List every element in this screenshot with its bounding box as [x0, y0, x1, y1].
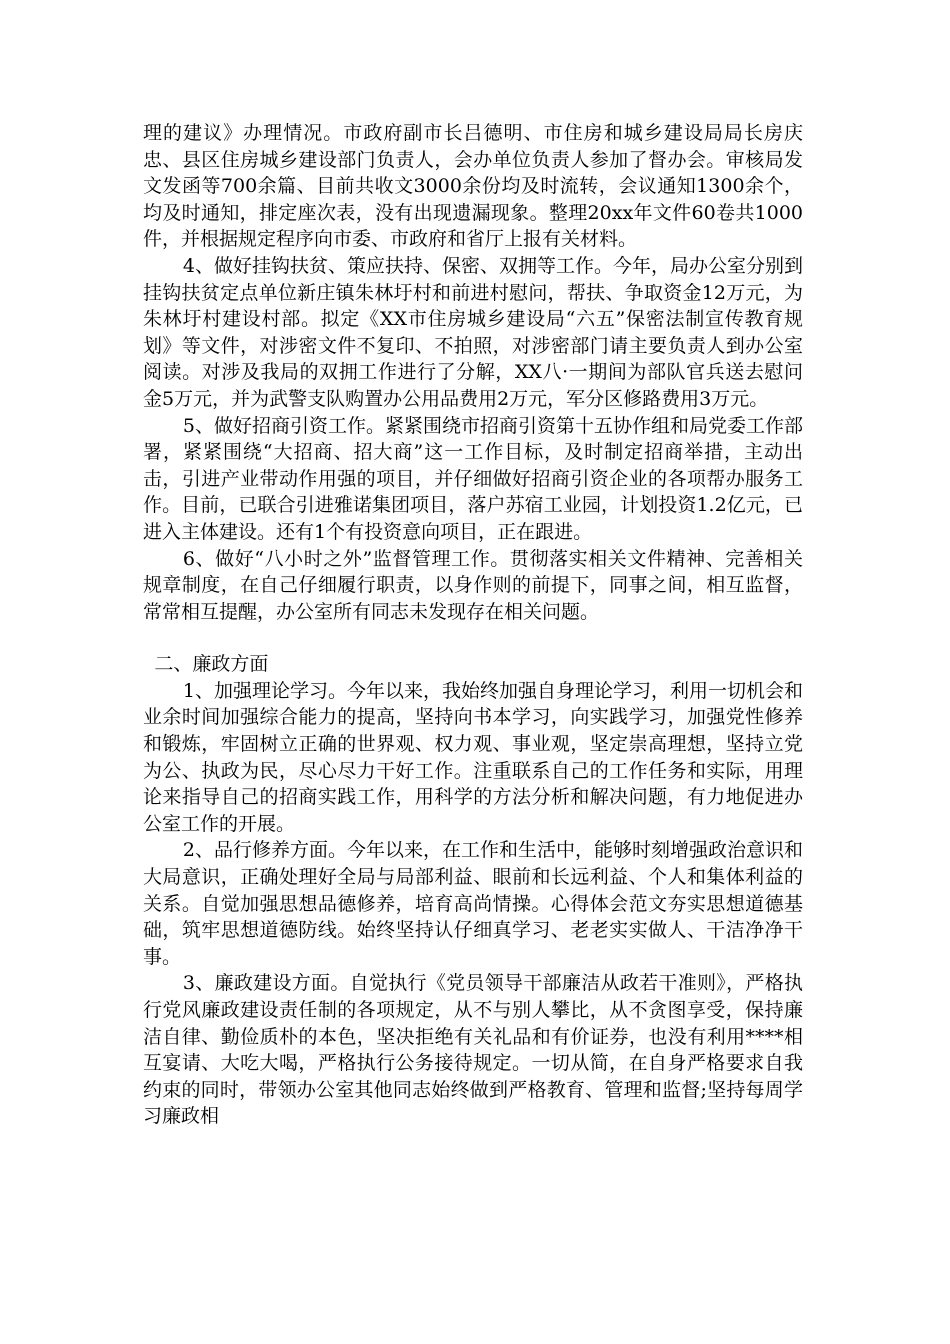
paragraph-section2-item-2: 2、品行修养方面。今年以来，在工作和生活中，能够时刻增强政治意识和大局意识，正确处理好全局与局部利益、眼前和长远利益、个人和集体利益的关系。自觉加强思想品德修养，培育高尚情操。心得体会范文夯实思想道德基础，筑牢思想道德防线。始终坚持认仔细真学习、老老实实做人、干洁净净干事。 [143, 839, 803, 968]
paragraph-continued: 理的建议》办理情况。市政府副市长吕德明、市住房和城乡建设局局长房庆忠、县区住房城乡建设部门负责人，会办单位负责人参加了督办会。审核局发文发函等700余篇、目前共收文3000余份均及时流转，会议通知1300余个，均及时通知，排定座次表，没有出现遗漏现象。整理20xx年文件60卷共1000件，并根据规定程序向市委、市政府和省厅上报有关材料。 [143, 122, 803, 251]
paragraph-item-4: 4、做好挂钩扶贫、策应扶持、保密、双拥等工作。今年，局办公室分别到挂钩扶贫定点单位新庄镇朱林圩村和前进村慰问，帮扶、争取资金12万元，为朱林圩村建设村部。拟定《XX市住房城乡建设局“六五”保密法制宣传教育规划》等文件，对涉密文件不复印、不拍照，对涉密部门请主要负责人到办公室阅读。对涉及我局的双拥工作进行了分解，XX八·一期间为部队官兵送去慰问金5万元，并为武警支队购置办公用品费用2万元，军分区修路费用3万元。 [143, 254, 803, 410]
document-page [143, 120, 803, 1130]
paragraph-section2-item-3: 3、廉政建设方面。自觉执行《党员领导干部廉洁从政若干准则》，严格执行党风廉政建设责任制的各项规定，从不与别人攀比，从不贪图享受，保持廉洁自律、勤俭质朴的本色，坚决拒绝有关礼品和有价证券，也没有利用****相互宴请、大吃大喝，严格执行公务接待规定。一切从简，在自身严格要求自我约束的同时，带领办公室其他同志始终做到严格教育、管理和监督;坚持每周学习廉政相 [143, 972, 803, 1128]
paragraph-item-5: 5、做好招商引资工作。紧紧围绕市招商引资第十五协作组和局党委工作部署，紧紧围绕“大招商、招大商”这一工作目标，及时制定招商举措，主动出击，引进产业带动作用强的项目，并仔细做好招商引资企业的各项帮办服务工作。目前，已联合引进雅诺集团项目，落户苏宿工业园，计划投资1.2亿元，已进入主体建设。还有1个有投资意向项目，正在跟进。 [143, 414, 803, 543]
paragraph-item-6: 6、做好“八小时之外”监督管理工作。贯彻落实相关文件精神、完善相关规章制度，在自己仔细履行职责，以身作则的前提下，同事之间，相互监督，常常相互提醒，办公室所有同志未发现存在相关问题。 [143, 547, 803, 623]
paragraph-section2-item-1: 1、加强理论学习。今年以来，我始终加强自身理论学习，利用一切机会和业余时间加强综合能力的提高，坚持向书本学习，向实践学习，加强党性修养和锻炼，牢固树立正确的世界观、权力观、事业观，坚定崇高理想，坚持立党为公、执政为民，尽心尽力干好工作。注重联系自己的工作任务和实际，用理论来指导自己的招商实践工作，用科学的方法分析和解决问题，有力地促进办公室工作的开展。 [143, 679, 803, 835]
section-heading: 二、廉政方面 [154, 653, 269, 676]
